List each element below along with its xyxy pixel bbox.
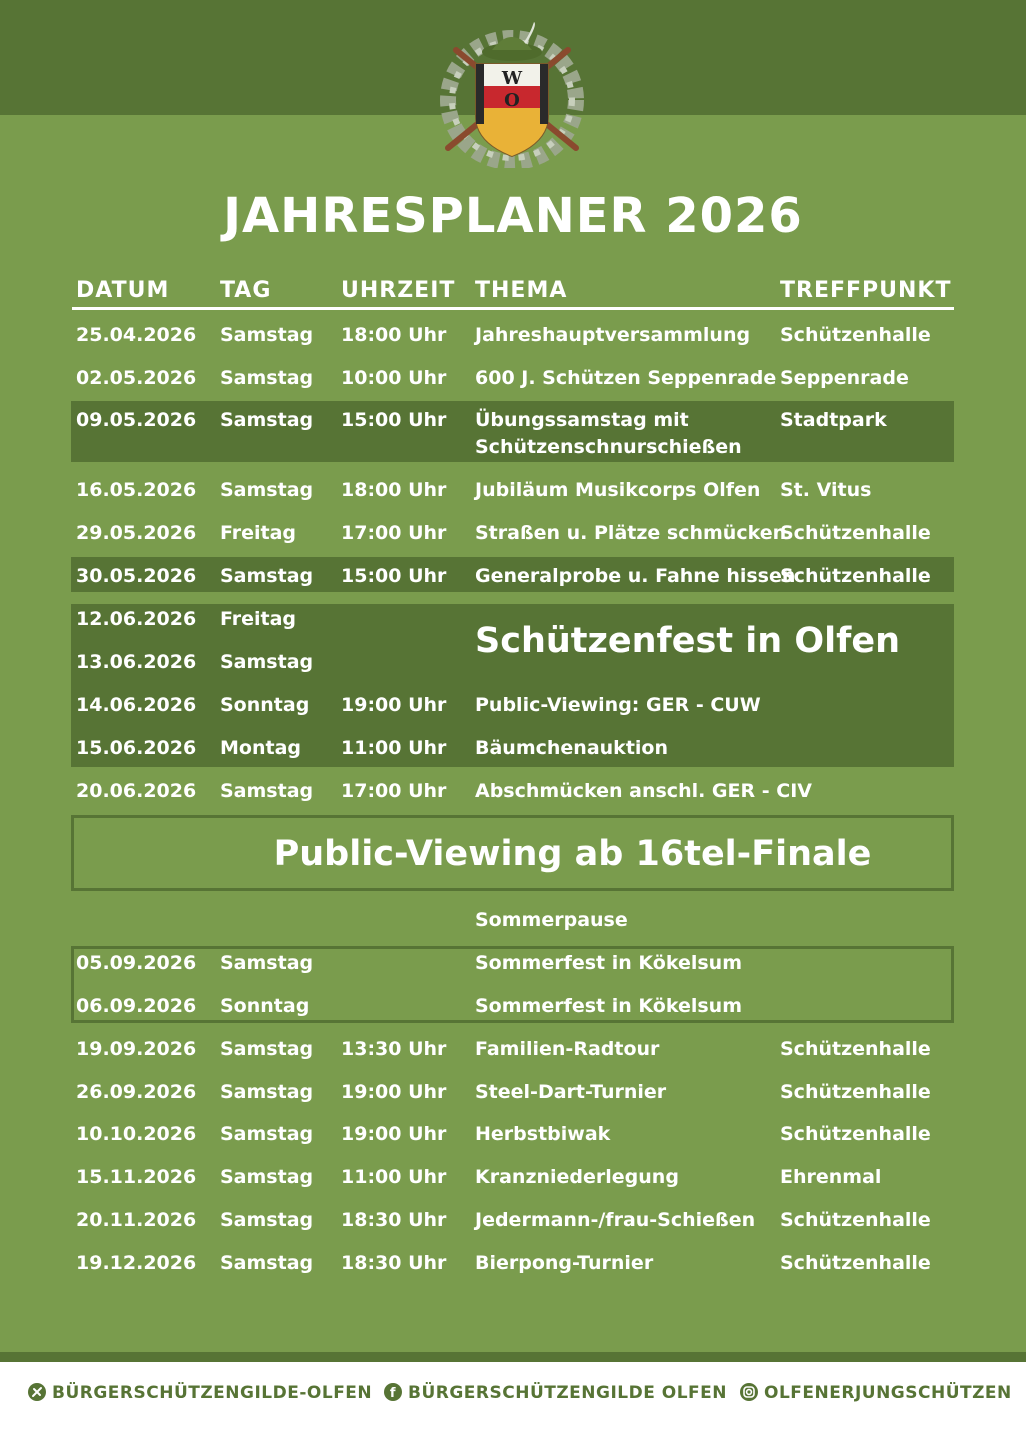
row-time: 18:30 Uhr xyxy=(341,1209,447,1231)
footer-instagram-label: OLFENERJUNGSCHÜTZEN xyxy=(764,1383,1012,1403)
row-topic: Sommerfest in Kökelsum xyxy=(475,952,743,974)
row-time: 19:00 Uhr xyxy=(341,1123,447,1145)
row-day: Samstag xyxy=(220,1038,314,1060)
row-day: Samstag xyxy=(220,1209,314,1231)
svg-text:f: f xyxy=(389,1386,397,1401)
row-day: Samstag xyxy=(220,479,314,501)
footer-facebook-link[interactable] xyxy=(384,1382,727,1404)
row-date: 14.06.2026 xyxy=(76,694,197,716)
public-viewing-title: Public-Viewing ab 16tel-Finale xyxy=(273,834,872,874)
row-place: St. Vitus xyxy=(780,479,872,501)
row-date: 19.09.2026 xyxy=(76,1038,197,1060)
row-place: Stadtpark xyxy=(780,409,887,431)
row-time: 15:00 Uhr xyxy=(341,565,447,587)
row-time: 18:30 Uhr xyxy=(341,1252,447,1274)
row-topic: Herbstbiwak xyxy=(475,1123,611,1145)
svg-text:W: W xyxy=(501,68,523,89)
web-icon xyxy=(28,1383,46,1401)
row-topic: Jedermann-/frau-Schießen xyxy=(475,1209,756,1231)
footer-web-label: BÜRGERSCHÜTZENGILDE-OLFEN xyxy=(52,1383,373,1403)
row-topic: Abschmücken anschl. GER - CIV xyxy=(475,780,812,802)
header-date: DATUM xyxy=(76,278,170,303)
header-divider xyxy=(72,307,954,310)
row-day: Samstag xyxy=(220,1123,314,1145)
row-date: 10.10.2026 xyxy=(76,1123,197,1145)
row-date: 15.06.2026 xyxy=(76,737,197,759)
row-time: 18:00 Uhr xyxy=(341,324,447,346)
row-time: 17:00 Uhr xyxy=(341,522,447,544)
row-day: Samstag xyxy=(220,1166,314,1188)
row-time: 11:00 Uhr xyxy=(341,1166,447,1188)
row-time: 13:30 Uhr xyxy=(341,1038,447,1060)
header-topic: THEMA xyxy=(475,278,568,303)
row-date: 15.11.2026 xyxy=(76,1166,197,1188)
svg-text:O: O xyxy=(504,90,520,111)
row-date: 16.05.2026 xyxy=(76,479,197,501)
row-topic-line2: Schützenschnurschießen xyxy=(475,436,742,458)
row-date: 12.06.2026 xyxy=(76,608,197,630)
row-date: 02.05.2026 xyxy=(76,367,197,389)
row-time: 18:00 Uhr xyxy=(341,479,447,501)
club-emblem-logo xyxy=(438,20,586,168)
row-topic: Bäumchenauktion xyxy=(475,737,668,759)
row-topic: 600 J. Schützen Seppenrade xyxy=(475,367,777,389)
row-date: 06.09.2026 xyxy=(76,995,197,1017)
facebook-icon xyxy=(384,1383,402,1401)
row-topic: Straßen u. Plätze schmücken xyxy=(475,522,787,544)
row-day: Samstag xyxy=(220,565,314,587)
row-day: Sonntag xyxy=(220,694,310,716)
row-topic: Sommerfest in Kökelsum xyxy=(475,995,743,1017)
shield-icon xyxy=(476,64,548,156)
row-date: 20.06.2026 xyxy=(76,780,197,802)
instagram-icon xyxy=(740,1383,758,1401)
row-topic: Public-Viewing: GER - CUW xyxy=(475,694,761,716)
row-day: Freitag xyxy=(220,522,297,544)
row-place: Schützenhalle xyxy=(780,522,931,544)
row-date: 20.11.2026 xyxy=(76,1209,197,1231)
schuetzenfest-title: Schützenfest in Olfen xyxy=(475,621,900,661)
row-topic: Sommerpause xyxy=(475,909,628,931)
row-day: Samstag xyxy=(220,1081,314,1103)
footer-instagram-link[interactable] xyxy=(740,1382,1012,1404)
row-date: 29.05.2026 xyxy=(76,522,197,544)
row-day: Samstag xyxy=(220,780,314,802)
row-topic: Jahreshauptversammlung xyxy=(475,324,751,346)
row-date: 26.09.2026 xyxy=(76,1081,197,1103)
row-topic: Steel-Dart-Turnier xyxy=(475,1081,667,1103)
row-date: 05.09.2026 xyxy=(76,952,197,974)
row-date: 19.12.2026 xyxy=(76,1252,197,1274)
row-time: 11:00 Uhr xyxy=(341,737,447,759)
footer-divider xyxy=(0,1352,1026,1362)
row-day: Freitag xyxy=(220,608,297,630)
row-day: Samstag xyxy=(220,367,314,389)
row-place: Schützenhalle xyxy=(780,1252,931,1274)
row-date: 30.05.2026 xyxy=(76,565,197,587)
footer-web-link[interactable] xyxy=(28,1382,372,1404)
row-place: Schützenhalle xyxy=(780,1038,931,1060)
row-day: Samstag xyxy=(220,409,314,431)
row-place: Seppenrade xyxy=(780,367,909,389)
row-topic: Kranzniederlegung xyxy=(475,1166,679,1188)
row-day: Samstag xyxy=(220,651,314,673)
row-day: Samstag xyxy=(220,1252,314,1274)
row-time: 17:00 Uhr xyxy=(341,780,447,802)
row-place: Schützenhalle xyxy=(780,1123,931,1145)
header-day: TAG xyxy=(220,278,272,303)
row-day: Samstag xyxy=(220,324,314,346)
row-place: Ehrenmal xyxy=(780,1166,882,1188)
row-date: 13.06.2026 xyxy=(76,651,197,673)
header-time: UHRZEIT xyxy=(341,278,456,303)
row-date: 09.05.2026 xyxy=(76,409,197,431)
row-time: 10:00 Uhr xyxy=(341,367,447,389)
row-place: Schützenhalle xyxy=(780,565,931,587)
row-topic: Familien-Radtour xyxy=(475,1038,660,1060)
header-place: TREFFPUNKT xyxy=(780,278,952,303)
row-topic: Generalprobe u. Fahne hissen xyxy=(475,565,796,587)
row-topic: Bierpong-Turnier xyxy=(475,1252,654,1274)
row-place: Schützenhalle xyxy=(780,1209,931,1231)
row-place: Schützenhalle xyxy=(780,324,931,346)
footer-facebook-label: BÜRGERSCHÜTZENGILDE OLFEN xyxy=(408,1383,728,1403)
row-time: 15:00 Uhr xyxy=(341,409,447,431)
row-time: 19:00 Uhr xyxy=(341,694,447,716)
row-day: Montag xyxy=(220,737,301,759)
row-topic: Jubiläum Musikcorps Olfen xyxy=(475,479,761,501)
row-day: Samstag xyxy=(220,952,314,974)
row-time: 19:00 Uhr xyxy=(341,1081,447,1103)
row-topic: Übungssamstag mit xyxy=(475,409,689,431)
row-place: Schützenhalle xyxy=(780,1081,931,1103)
row-date: 25.04.2026 xyxy=(76,324,197,346)
row-day: Sonntag xyxy=(220,995,310,1017)
page-title: JAHRESPLANER 2026 xyxy=(223,188,803,244)
